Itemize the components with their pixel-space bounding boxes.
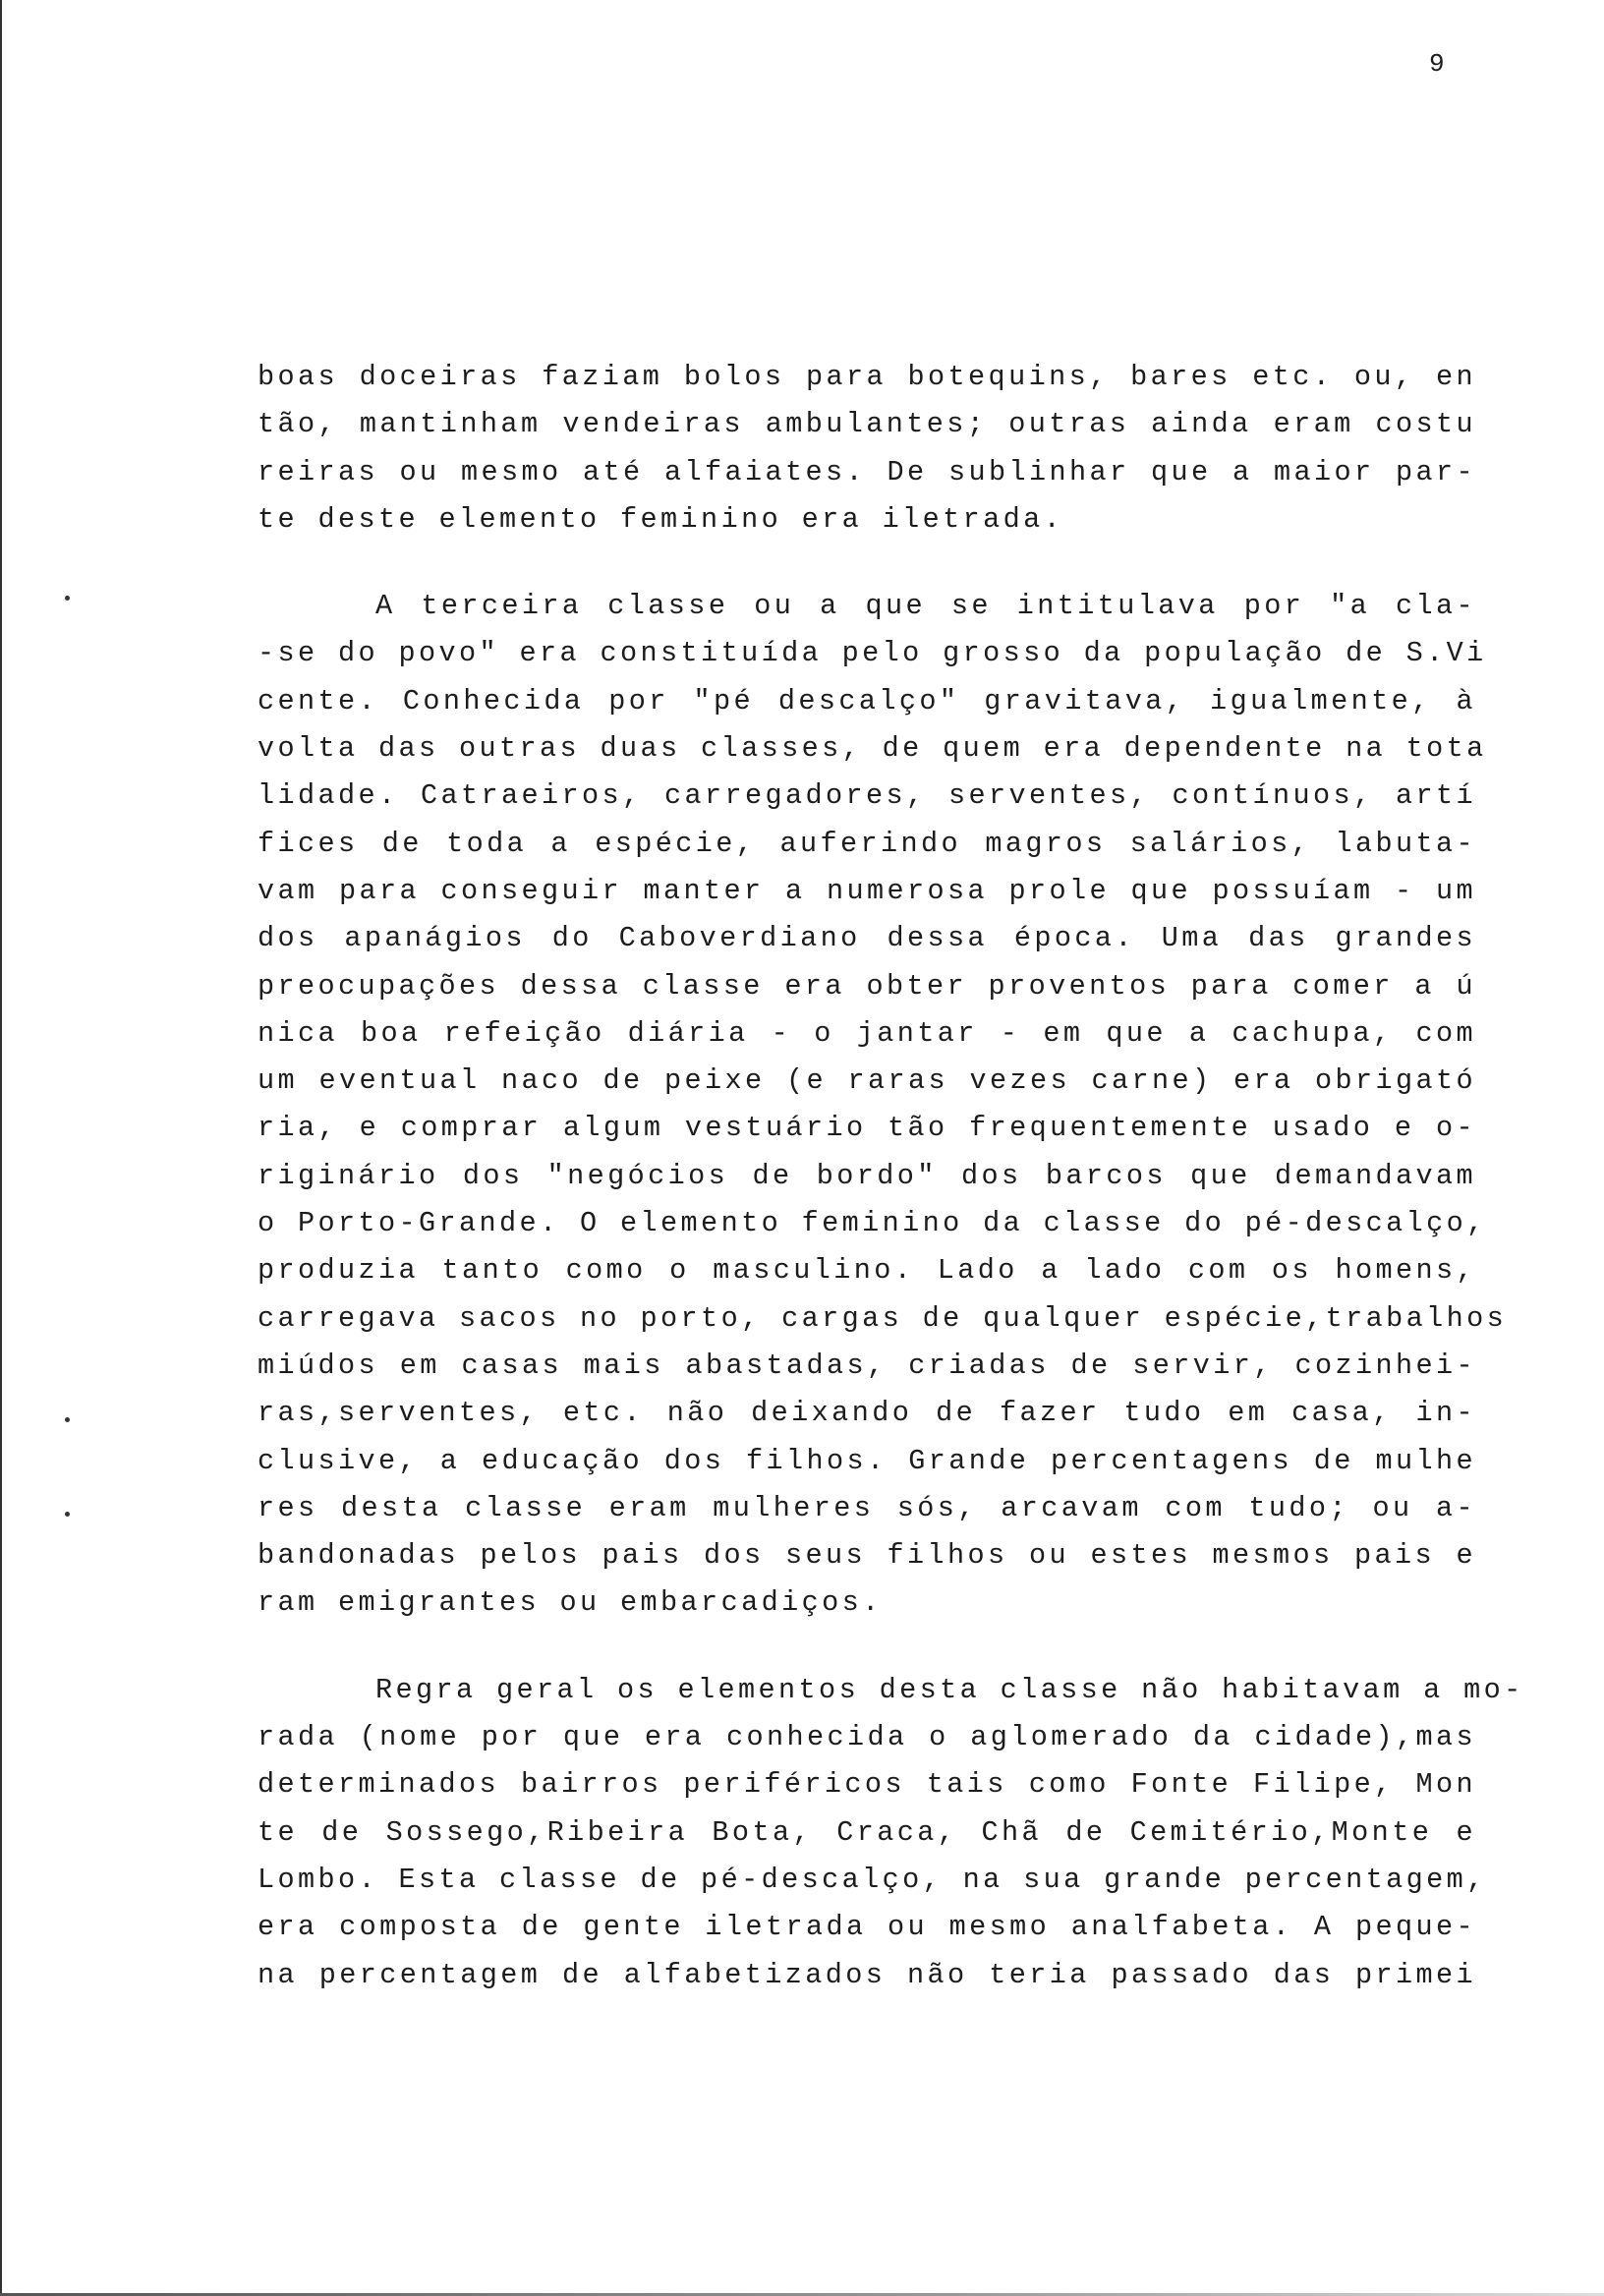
margin-mark (65, 596, 70, 601)
text-line: riginário dos "negócios de bordo" dos barcos que demandavam (258, 1159, 1476, 1192)
text-line: ria, e comprar algum vestuário tão frequentemente usado e o- (258, 1112, 1476, 1145)
text-line: rada (nome por que era conhecida o aglomerado da cidade),mas (258, 1721, 1476, 1754)
text-line: tão, mantinham vendeiras ambulantes; outras ainda eram costu (258, 408, 1476, 441)
text-line: ras,serventes, etc. não deixando de fazer tudo em casa, in- (258, 1397, 1476, 1430)
text-line: fices de toda a espécie, auferindo magros salários, labuta- (258, 827, 1476, 860)
text-line: nica boa refeição diária - o jantar - em que a cachupa, com (258, 1016, 1476, 1050)
body-text (258, 354, 1524, 1999)
text-line: preocupações dessa classe era obter proventos para comer a ú (258, 969, 1476, 1003)
text-line: ram emigrantes ou embarcadiços. (258, 1586, 883, 1620)
text-line: lidade. Catraeiros, carregadores, serventes, contínuos, artí (258, 779, 1476, 813)
text-line: -se do povo" era constituída pelo grosso da população de S.Vi (258, 637, 1487, 670)
text-line: cente. Conhecida por "pé descalço" gravitava, igualmente, à (258, 684, 1476, 718)
text-line: Lombo. Esta classe de pé-descalço, na sua grande percentagem, (258, 1863, 1487, 1896)
text-line: bandonadas pelos pais dos seus filhos ou estes mesmos pais e (258, 1539, 1476, 1573)
paragraph (258, 1667, 1524, 1999)
text-line: vam para conseguir manter a numerosa prole que possuíam - um (258, 874, 1476, 907)
margin-mark (65, 1417, 70, 1422)
text-line: te deste elemento feminino era iletrada. (258, 502, 1064, 536)
text-line: clusive, a educação dos filhos. Grande percentagens de mulhe (258, 1444, 1476, 1477)
margin-mark (65, 1512, 70, 1517)
text-line: volta das outras duas classes, de quem era dependente na tota (258, 732, 1487, 766)
text-line: era composta de gente iletrada ou mesmo analfabeta. A peque- (258, 1911, 1476, 1944)
paragraph (258, 583, 1508, 1628)
text-line: te de Sossego,Ribeira Bota, Craca, Chã de Cemitério,Monte e (258, 1815, 1476, 1849)
text-line: reiras ou mesmo até alfaiates. De sublinhar que a maior par- (258, 455, 1476, 488)
page-edge (0, 0, 2, 2296)
text-line: Regra geral os elementos desta classe não habitavam a mo- (375, 1673, 1524, 1706)
text-line: res desta classe eram mulheres sós, arcavam com tudo; ou a- (258, 1491, 1476, 1524)
text-line: na percentagem de alfabetizados não teria passado das primei (258, 1958, 1476, 1991)
text-line: um eventual naco de peixe (e raras vezes carne) era obrigató (258, 1064, 1476, 1098)
text-line: o Porto-Grande. O elemento feminino da classe do pé-descalço, (258, 1207, 1487, 1240)
paragraph (258, 354, 1476, 544)
text-line: produzia tanto como o masculino. Lado a lado com os homens, (258, 1254, 1476, 1288)
text-line: determinados bairros periféricos tais como Fonte Filipe, Mon (258, 1768, 1476, 1802)
text-line: carregava sacos no porto, cargas de qualquer espécie,trabalhos (258, 1301, 1508, 1335)
text-line: boas doceiras faziam bolos para botequins, bares etc. ou, en (258, 361, 1476, 393)
text-line: miúdos em casas mais abastadas, criadas de servir, cozinhei- (258, 1349, 1476, 1382)
text-line: A terceira classe ou a que se intitulava por "a cla- (375, 590, 1476, 623)
page-number: 9 (1429, 49, 1445, 79)
text-line: dos apanágios do Caboverdiano dessa época. Uma das grandes (258, 922, 1476, 955)
